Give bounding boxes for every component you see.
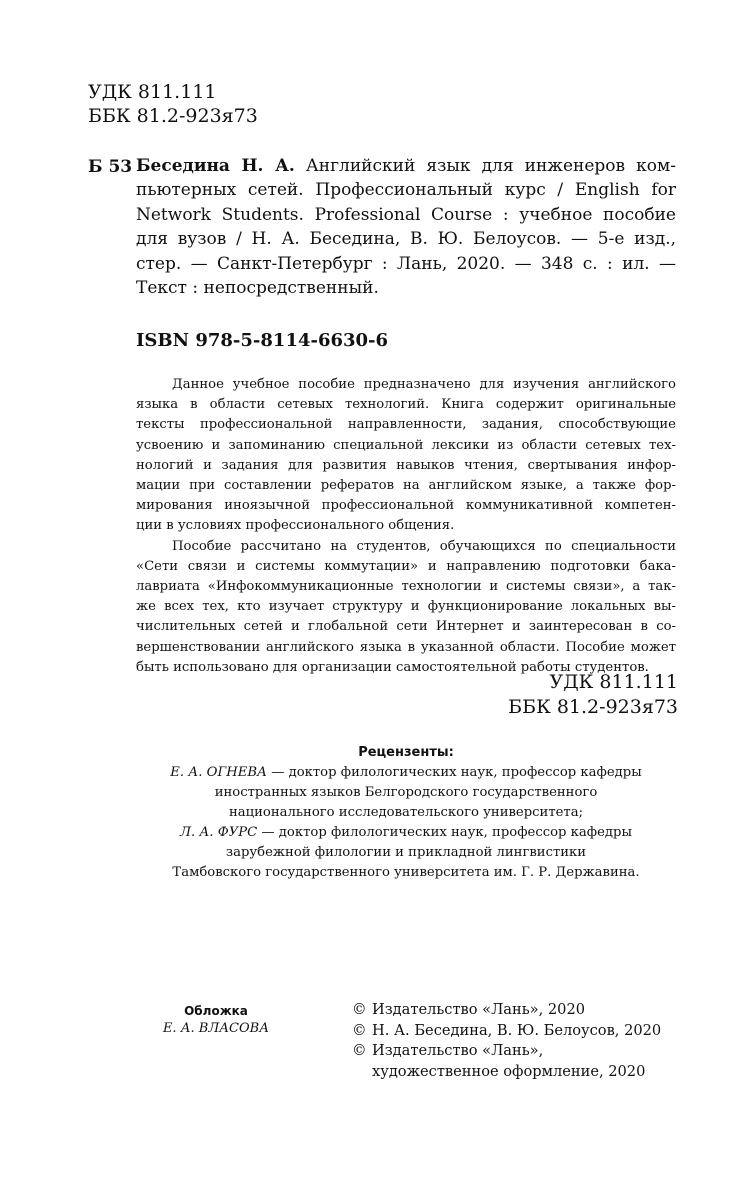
cover-label: Обложка [184,1004,248,1018]
abstract [136,375,676,678]
biblio-author: Беседина Н. А. [136,156,295,176]
bbk-code: ББК 81.2-923я73 [88,105,258,127]
reviewer-line: Тамбовского государственного университета им. Г. Р. Державина. [172,865,640,880]
abstract-line: усвоению и запоминанию специальной лексики из области сетевых тех- [136,437,676,453]
abstract-line: Данное учебное пособие предназначено для изучения английского [172,377,676,392]
copyright-line: © Н. А. Беседина, В. Ю. Белоусов, 2020 [352,1021,682,1042]
reviewers-heading: Рецензенты: [358,745,454,760]
biblio-line: Network Students. Professional Course : учебное пособие [136,204,676,225]
reviewer-name: Е. А. ОГНЕВА [170,765,267,780]
udk-code: УДК 811.111 [88,81,217,103]
biblio-line: пьютерных сетей. Профессиональный курс / English for [136,180,676,201]
reviewers [136,743,676,883]
author-mark: Б 53 [88,157,133,177]
reviewer-line: национального исследовательского университета; [228,805,584,820]
abstract-line: числительных сетей и глобальной сети Интернет и заинтересован в со- [136,619,676,635]
copyright-symbol: © [352,1042,367,1059]
biblio-line: для вузов / Н. А. Беседина, В. Ю. Белоусов. — 5-е изд., [136,229,676,250]
reviewer-line: Л. А. ФУРС — доктор филологических наук, профессор кафедры [180,825,632,840]
biblio-line: Текст : непосредственный. [136,277,379,298]
bibliographic-record [136,154,676,300]
cover-credit [136,1002,296,1038]
abstract-line: быть использовано для организации самостоятельной работы студентов. [136,659,649,675]
copyright-line: © Издательство «Лань», [352,1041,682,1062]
abstract-line: же всех тех, кто изучает структуру и функционирование локальных вы- [136,599,676,615]
copyright-line: © Издательство «Лань», 2020 [352,1000,682,1021]
bbk-code: ББК 81.2-923я73 [508,696,678,718]
copyright-symbol: © [352,1001,367,1018]
abstract-line: мирования иноязычной профессиональной коммуникативной компетен- [136,498,676,514]
biblio-line: стер. — Санкт-Петербург : Лань, 2020. — 348 с. : ил. — [136,253,676,274]
abstract-line: мации при составлении рефератов на английском языке, а также фор- [136,478,676,494]
abstract-line: лавриата «Инфокоммуникационные технологии и системы связи», а так- [136,579,676,595]
copyright-line: художественное оформление, 2020 [372,1062,646,1080]
abstract-line: «Сети связи и системы коммутации» и направлению подготовки бака- [136,558,676,574]
reviewer-name: Л. А. ФУРС [180,825,258,840]
abstract-line: Пособие рассчитано на студентов, обучающихся по специальности [172,538,676,554]
copyright-symbol: © [352,1021,367,1039]
abstract-line: нологий и задания для развития навыков чтения, свертывания инфор- [136,457,676,473]
udk-code: УДК 811.111 [549,671,678,693]
abstract-line: языка в области сетевых технологий. Книга содержит оригинальные [136,397,676,413]
reviewer-line: Е. А. ОГНЕВА — доктор филологических наук, профессор кафедры [170,765,642,780]
reviewer-line: зарубежной филологии и прикладной лингвистики [225,845,587,860]
abstract-line: тексты профессиональной направленности, задания, способствующие [136,417,676,433]
reviewer-line: иностранных языков Белгородского государственного [214,785,598,800]
abstract-line: ции в условиях профессионального общения. [136,518,455,534]
biblio-line: Беседина Н. А. Английский язык для инженеров ком- [136,156,676,176]
udk-bbk-right [400,670,678,720]
isbn: ISBN 978-5-8114-6630-6 [136,330,389,351]
abstract-line: вершенствовании английского языка в указанной области. Пособие может [136,639,676,655]
udk-bbk-top [88,80,258,128]
copyright-block [352,1000,682,1082]
cover-artist: Е. А. ВЛАСОВА [162,1021,270,1036]
